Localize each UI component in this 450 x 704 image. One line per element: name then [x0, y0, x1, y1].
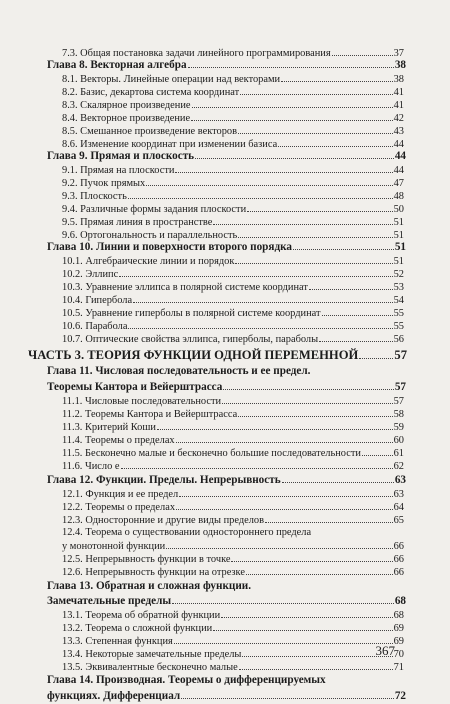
- toc-section-row: [62, 320, 404, 333]
- toc-chapter-row: [47, 674, 406, 686]
- toc-entry-title: 10.5. Уравнение гиперболы в полярной системе координат: [62, 308, 321, 319]
- toc-entry-title: 11.1. Числовые последовательности: [62, 396, 222, 407]
- toc-entry-title: у монотонной функции: [62, 541, 166, 552]
- toc-entry-page: 60: [393, 435, 404, 446]
- toc-dot-leader: [128, 320, 392, 329]
- toc-entry-page: 42: [393, 113, 404, 124]
- toc-entry-title: 9.4. Различные формы задания плоскости: [62, 204, 247, 215]
- toc-entry-page: 63: [394, 474, 406, 486]
- toc-dot-leader: [213, 216, 392, 225]
- toc-entry-page: 63: [393, 489, 404, 500]
- toc-dot-leader: [238, 125, 393, 134]
- toc-section-row: [62, 488, 404, 501]
- toc-dot-leader: [309, 281, 393, 290]
- toc-entry-page: 52: [393, 269, 404, 280]
- toc-dot-leader: [188, 59, 394, 68]
- toc-entry-page: 66: [393, 567, 404, 578]
- toc-entry-title: 8.2. Базис, декартова система координат: [62, 87, 240, 98]
- toc-entry-page: 54: [393, 295, 404, 306]
- toc-dot-leader: [176, 434, 393, 443]
- toc-entry-page: 72: [394, 690, 406, 702]
- toc-entry-page: 57: [394, 381, 406, 393]
- toc-dot-leader: [282, 474, 394, 483]
- toc-entry-page: 48: [393, 191, 404, 202]
- toc-entry-page: 51: [393, 217, 404, 228]
- toc-dot-leader: [181, 690, 394, 699]
- toc-dot-leader: [231, 553, 392, 562]
- toc-dot-leader: [176, 501, 393, 510]
- toc-entry-title: Глава 9. Прямая и плоскость: [47, 150, 195, 162]
- toc-entry-title: Глава 10. Линии и поверхности второго порядка: [47, 241, 292, 253]
- toc-entry-title: 9.5. Прямая линия в пространстве: [62, 217, 213, 228]
- toc-dot-leader: [179, 488, 392, 497]
- toc-entry-title: 12.2. Теоремы о пределах: [62, 502, 176, 513]
- toc-chapter-row: [47, 241, 406, 253]
- toc-entry-title: 8.6. Изменение координат при изменении базиса: [62, 139, 278, 150]
- toc-entry-page: 37: [393, 48, 404, 59]
- toc-entry-title: 11.3. Критерий Коши: [62, 422, 156, 433]
- toc-entry-page: 56: [393, 334, 404, 345]
- toc-entry-title: 13.4. Некоторые замечательные пределы: [62, 649, 242, 660]
- toc-dot-leader: [235, 255, 392, 264]
- toc-dot-leader: [238, 408, 392, 417]
- toc-entry-page: 61: [393, 448, 404, 459]
- toc-section-row: [62, 125, 404, 138]
- toc-entry-title: 10.4. Гипербола: [62, 295, 133, 306]
- toc-section-row: [62, 609, 404, 622]
- toc-dot-leader: [191, 112, 393, 121]
- toc-entry-title: Глава 11. Числовая последовательность и ее предел.: [47, 365, 311, 377]
- toc-entry-title: 10.1. Алгебраические линии и порядок: [62, 256, 235, 267]
- toc-chapter-row: [47, 365, 406, 377]
- toc-entry-page: 71: [393, 662, 404, 673]
- toc-section-row: [62, 408, 404, 421]
- toc-section-row: [62, 622, 404, 635]
- toc-dot-leader: [332, 47, 393, 56]
- toc-entry-page: 44: [393, 165, 404, 176]
- toc-entry-title: 12.3. Односторонние и другие виды пределов: [62, 515, 265, 526]
- toc-entry-title: 10.2. Эллипс: [62, 269, 119, 280]
- toc-dot-leader: [362, 447, 393, 456]
- toc-entry-page: 44: [393, 139, 404, 150]
- toc-dot-leader: [133, 294, 393, 303]
- toc-entry-title: 13.3. Степенная функция: [62, 636, 173, 647]
- toc-section-row: [62, 73, 404, 86]
- toc-entry-page: 51: [394, 241, 406, 253]
- toc-chapter-row: [47, 150, 406, 162]
- toc-entry-title: 9.3. Плоскость: [62, 191, 127, 202]
- toc-entry-title: 12.4. Теорема о существовании одностороннего предела: [62, 527, 312, 538]
- toc-entry-page: 58: [393, 409, 404, 420]
- toc-entry-page: 69: [393, 623, 404, 634]
- toc-section-row: [62, 177, 404, 190]
- toc-section-row: [62, 86, 404, 99]
- toc-entry-page: 62: [393, 461, 404, 472]
- toc-chapter-row: [47, 580, 406, 592]
- toc-entry-page: 41: [393, 87, 404, 98]
- toc-section-row: [62, 553, 404, 566]
- toc-entry-page: 57: [394, 348, 407, 362]
- toc-section-row: [62, 203, 404, 216]
- toc-entry-page: 64: [393, 502, 404, 513]
- toc-dot-leader: [223, 381, 393, 390]
- toc-entry-title: Глава 12. Функции. Пределы. Непрерывность: [47, 474, 281, 486]
- toc-entry-page: 65: [393, 515, 404, 526]
- toc-section-row: [62, 460, 404, 473]
- toc-chapter-row: [47, 381, 406, 393]
- toc-dot-leader: [128, 190, 393, 199]
- toc-dot-leader: [157, 421, 393, 430]
- toc-entry-title: 12.5. Непрерывность функции в точке: [62, 554, 231, 565]
- toc-entry-title: 8.5. Смешанное произведение векторов: [62, 126, 237, 137]
- toc-entry-title: 11.5. Бесконечно малые и бесконечно большие последовательности: [62, 448, 361, 459]
- toc-chapter-row: [47, 59, 406, 71]
- toc-entry-title: Глава 13. Обратная и сложная функции.: [47, 580, 252, 592]
- toc-section-row: [62, 268, 404, 281]
- toc-section-row: [62, 648, 404, 661]
- toc-entry-page: 66: [393, 541, 404, 552]
- toc-section-row: [62, 190, 404, 203]
- toc-chapter-row: [47, 474, 406, 486]
- toc-dot-leader: [222, 395, 393, 404]
- toc-dot-leader: [293, 241, 394, 250]
- toc-entry-page: 38: [393, 74, 404, 85]
- toc-entry-page: 59: [393, 422, 404, 433]
- toc-dot-leader: [175, 164, 392, 173]
- toc-section-row: [62, 307, 404, 320]
- toc-entry-page: 47: [393, 178, 404, 189]
- toc-entry-title: 13.5. Эквивалентные бесконечно малые: [62, 662, 238, 673]
- toc-dot-leader: [359, 350, 393, 359]
- toc-entry-title: 10.7. Оптические свойства эллипса, гиперболы, параболы: [62, 334, 319, 345]
- toc-entry-title: 11.4. Теоремы о пределах: [62, 435, 175, 446]
- toc-entry-title: 9.6. Ортогональность и параллельность: [62, 230, 238, 241]
- toc-entry-page: 66: [393, 554, 404, 565]
- toc-part-row: [28, 349, 407, 361]
- toc-dot-leader: [238, 229, 392, 238]
- toc-section-row: [62, 294, 404, 307]
- toc-entry-title: Замечательные пределы: [47, 595, 172, 607]
- toc-dot-leader: [246, 566, 393, 575]
- toc-dot-leader: [240, 86, 392, 95]
- toc-section-row: [62, 216, 404, 229]
- toc-dot-leader: [195, 150, 394, 159]
- toc-section-row: [62, 514, 404, 527]
- toc-entry-title: 8.1. Векторы. Линейные операции над векторами: [62, 74, 281, 85]
- toc-entry-title: 10.6. Парабола: [62, 321, 128, 332]
- toc-dot-leader: [239, 661, 393, 670]
- toc-entry-title: функциях. Дифференциал: [47, 690, 181, 702]
- toc-entry-page: 44: [394, 150, 406, 162]
- toc-entry-page: 43: [393, 126, 404, 137]
- toc-dot-leader: [247, 203, 392, 212]
- toc-dot-leader: [281, 73, 392, 82]
- toc-entry-page: 55: [393, 308, 404, 319]
- toc-chapter-row: [47, 595, 406, 607]
- toc-dot-leader: [221, 609, 392, 618]
- toc-section-row: [62, 255, 404, 268]
- toc-section-row: [62, 434, 404, 447]
- toc-entry-page: 51: [393, 230, 404, 241]
- toc-entry-page: 51: [393, 256, 404, 267]
- toc-entry-title: 9.1. Прямая на плоскости: [62, 165, 175, 176]
- page-number: 367: [375, 643, 395, 658]
- toc-section-row: [62, 635, 404, 648]
- toc-entry-page: 41: [393, 100, 404, 111]
- toc-section-row: [62, 333, 404, 346]
- toc-section-row: [62, 566, 404, 579]
- toc-entry-title: Глава 14. Производная. Теоремы о дифференцируемых: [47, 674, 326, 686]
- toc-section-row: [62, 421, 404, 434]
- toc-entry-page: 55: [393, 321, 404, 332]
- toc-dot-leader: [265, 514, 393, 523]
- toc-entry-title: ЧАСТЬ 3. ТЕОРИЯ ФУНКЦИИ ОДНОЙ ПЕРЕМЕННОЙ: [28, 348, 359, 362]
- toc-section-row: [62, 540, 404, 553]
- toc-dot-leader: [172, 595, 394, 604]
- toc-entry-page: 53: [393, 282, 404, 293]
- toc-entry-title: Теоремы Кантора и Вейерштрасса: [47, 381, 223, 393]
- toc-entry-title: 11.6. Число е: [62, 461, 120, 472]
- toc-dot-leader: [278, 138, 392, 147]
- toc-section-row: [62, 164, 404, 177]
- toc-dot-leader: [192, 99, 393, 108]
- toc-entry-title: 9.2. Пучок прямых: [62, 178, 146, 189]
- toc-dot-leader: [119, 268, 392, 277]
- toc-entry-title: 12.6. Непрерывность функции на отрезке: [62, 567, 245, 578]
- toc-dot-leader: [319, 333, 393, 342]
- toc-dot-leader: [121, 460, 393, 469]
- toc-section-row: [62, 281, 404, 294]
- toc-entry-title: 7.3. Общая постановка задачи линейного программирования: [62, 48, 331, 59]
- toc-section-row: [62, 661, 404, 674]
- toc-section-row: [62, 99, 404, 112]
- toc-section-row: [62, 395, 404, 408]
- toc-entry-title: 13.2. Теорема о сложной функции: [62, 623, 213, 634]
- toc-chapter-row: [47, 690, 406, 702]
- toc-entry-title: 11.2. Теоремы Кантора и Вейерштрасса: [62, 409, 238, 420]
- toc-entry-page: 70: [393, 649, 404, 660]
- toc-entry-page: 50: [393, 204, 404, 215]
- toc-dot-leader: [322, 307, 393, 316]
- toc-dot-leader: [146, 177, 392, 186]
- toc-entry-page: 57: [393, 396, 404, 407]
- toc-section-row: [62, 112, 404, 125]
- toc-section-row: [62, 447, 404, 460]
- toc-entry-title: 12.1. Функция и ее предел: [62, 489, 179, 500]
- toc-dot-leader: [166, 540, 392, 549]
- toc-section-row: [62, 501, 404, 514]
- toc-dot-leader: [213, 622, 392, 631]
- toc-section-row: [62, 527, 404, 539]
- toc-entry-title: Глава 8. Векторная алгебра: [47, 59, 187, 71]
- toc-entry-page: 68: [394, 595, 406, 607]
- toc-entry-page: 69: [393, 636, 404, 647]
- toc-entry-page: 38: [394, 59, 406, 71]
- toc-entry-page: 68: [393, 610, 404, 621]
- toc-entry-title: 8.4. Векторное произведение: [62, 113, 191, 124]
- toc-entry-title: 10.3. Уравнение эллипса в полярной системе координат: [62, 282, 308, 293]
- toc-entry-title: 13.1. Теорема об обратной функции: [62, 610, 221, 621]
- toc-entry-title: 8.3. Скалярное произведение: [62, 100, 191, 111]
